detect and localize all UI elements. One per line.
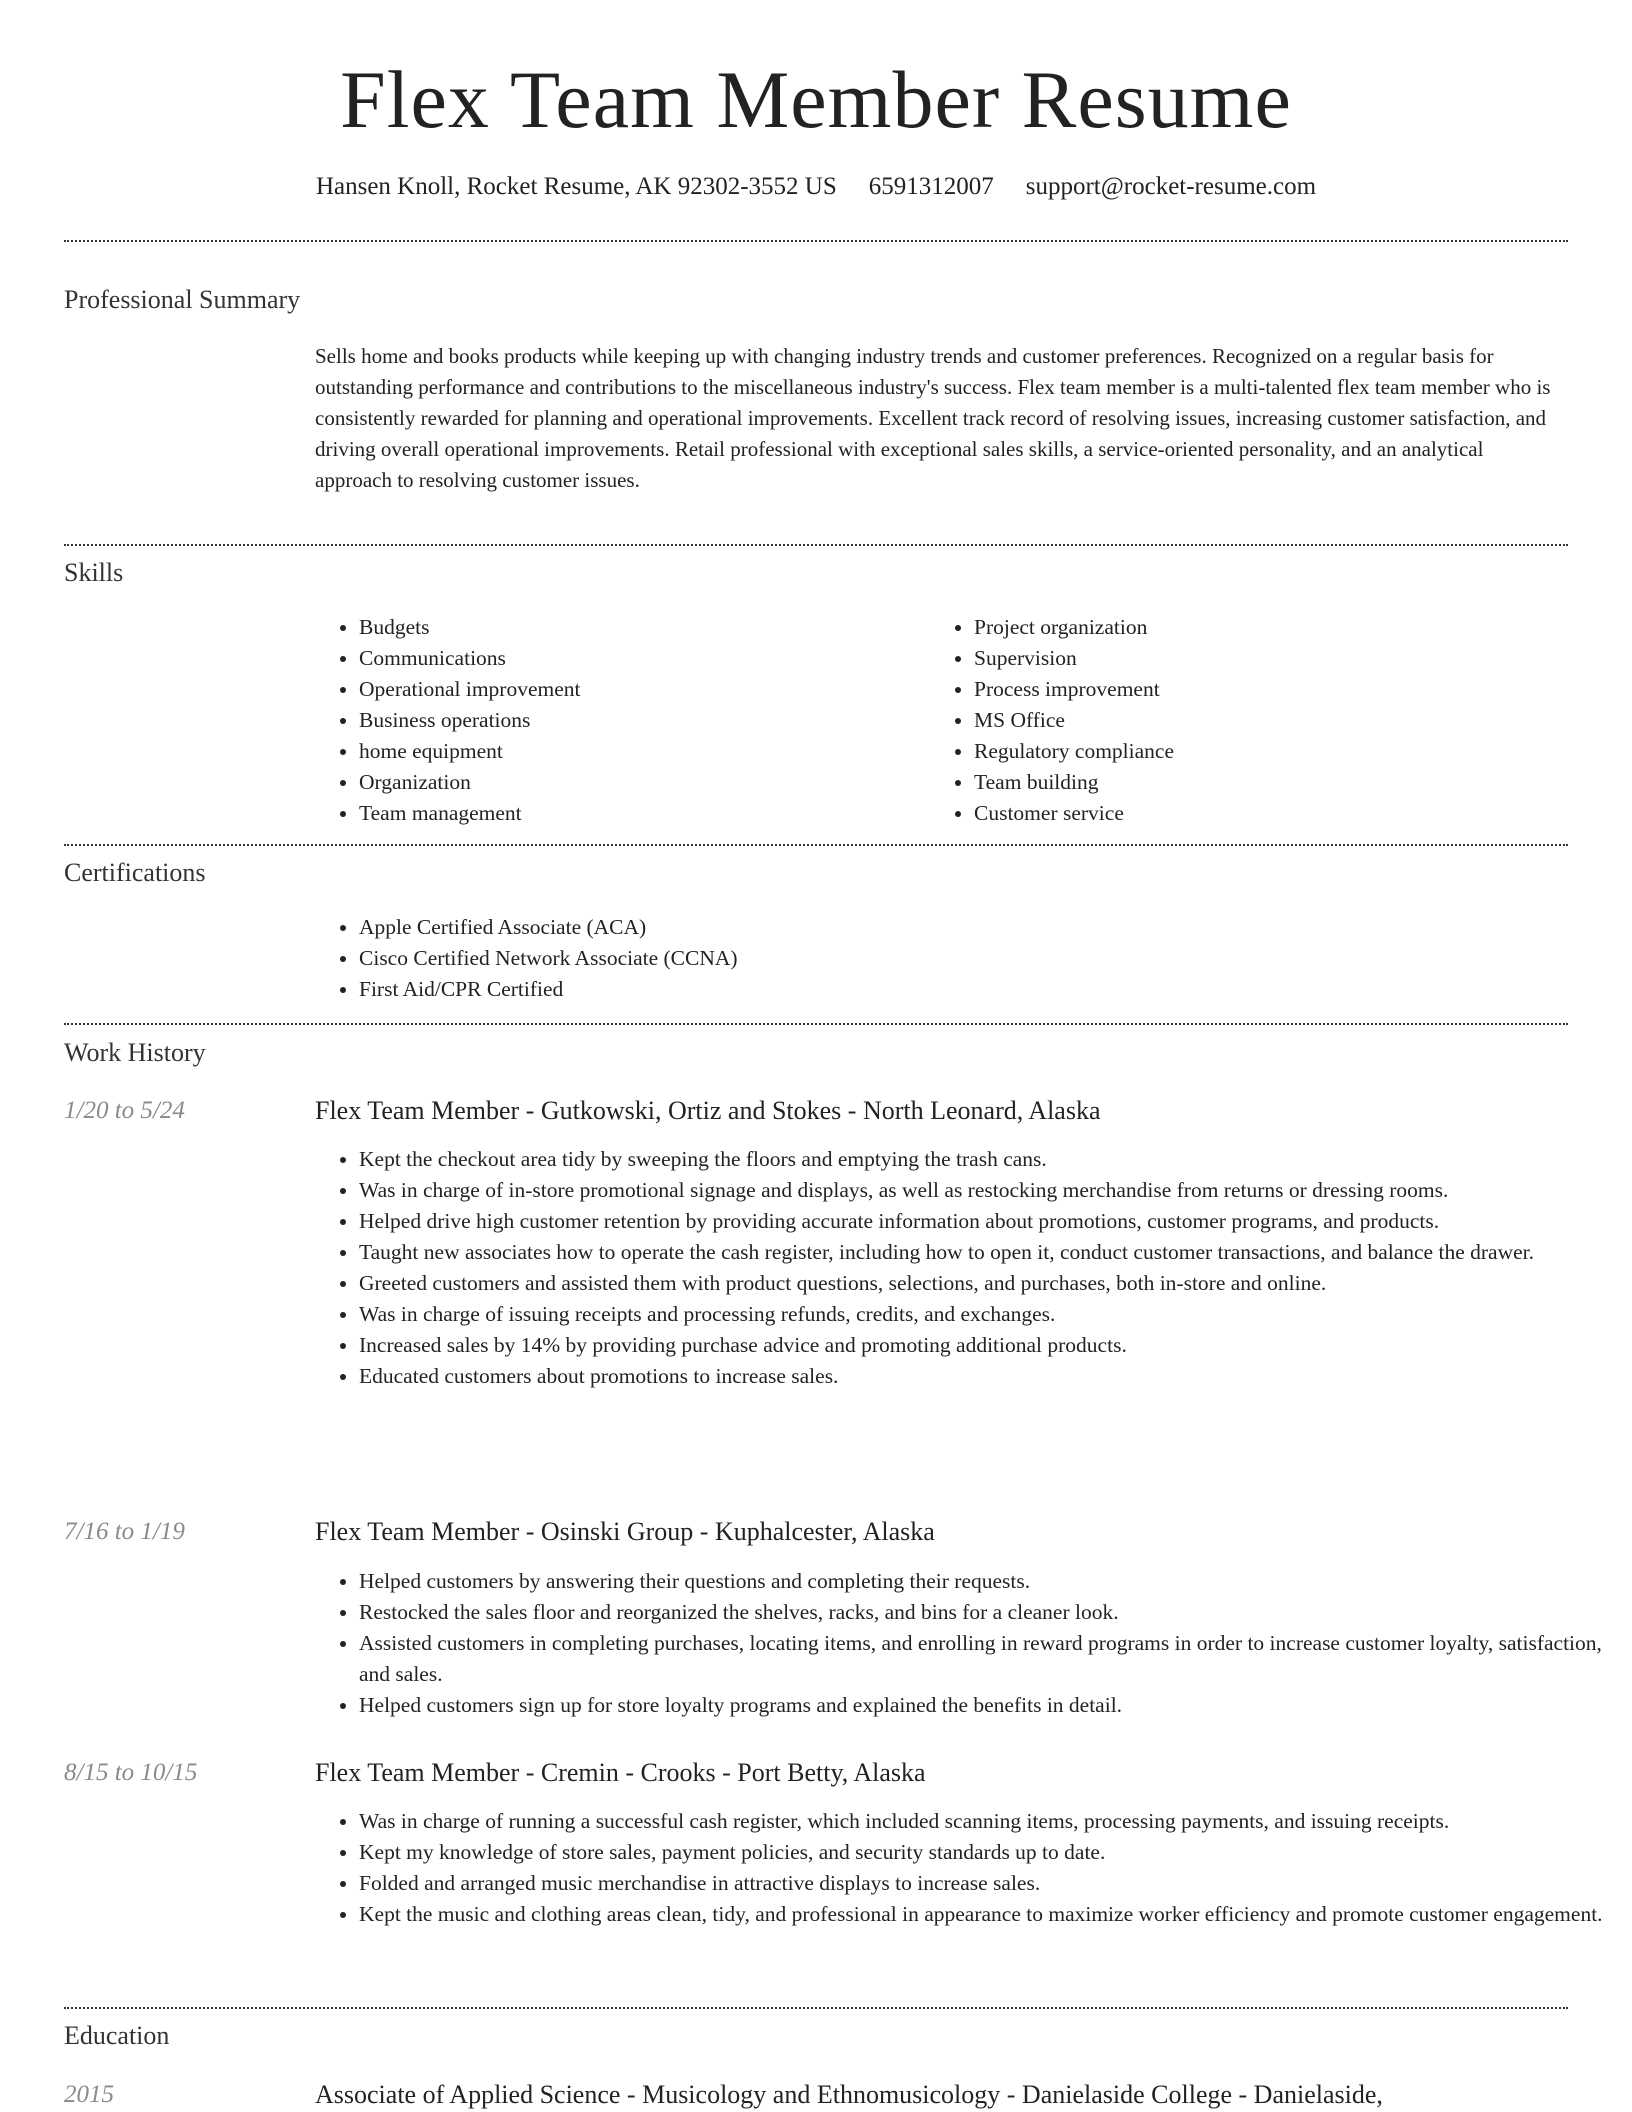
section-title-work-history: Work History [64, 1038, 206, 1067]
summary-text: Sells home and books products while keeping up with changing industry trends and customer preferences. Recognized on a regular basis for outstanding performance and contributions to the miscellaneous industry's success. Flex team member is a multi-talented flex team member who is consistently rewarded for planning and operational improvements. Excellent track record of resolving issues, increasing customer satisfaction, and driving overall operational improvements. Retail professional with exceptional sales skills, a service-oriented personality, and an analytical approach to resolving customer issues. [315, 344, 1551, 492]
job-bullet: • Restocked the sales floor and reorganized the shelves, racks, and bins for a cleaner look. [359, 1597, 1609, 1628]
job-bullet: • Taught new associates how to operate the cash register, including how to open it, conduct customer transactions, and balance the drawer. [359, 1237, 1609, 1268]
certification-item: • First Aid/CPR Certified [359, 974, 1559, 1005]
divider [64, 1023, 1568, 1025]
job-bullet: • Kept the checkout area tidy by sweeping the floors and emptying the trash cans. [359, 1144, 1609, 1175]
skill-item: • Budgets [359, 612, 919, 643]
certification-item: • Apple Certified Associate (ACA) [359, 912, 1559, 943]
divider [64, 844, 1568, 846]
job-bullet: • Was in charge of running a successful cash register, which included scanning items, processing payments, and issuing receipts. [359, 1806, 1609, 1837]
contact-phone: 6591312007 [868, 173, 994, 200]
divider [64, 2007, 1568, 2009]
job-bullets [315, 1806, 1609, 1930]
skill-item: • Team building [974, 767, 1574, 798]
page-title: Flex Team Member Resume [340, 54, 1292, 145]
skill-item: • Team management [359, 798, 919, 829]
job-bullet: • Kept the music and clothing areas clean, tidy, and professional in appearance to maximize worker efficiency and promote customer engagement. [359, 1899, 1609, 1930]
education-title: Associate of Applied Science - Musicology and Ethnomusicology - Danielaside College - Danielaside, [315, 2080, 1383, 2109]
job-dates: 8/15 to 10/15 [64, 1759, 198, 1786]
contact-email: support@rocket-resume.com [1025, 173, 1317, 200]
skill-item: • Project organization [974, 612, 1574, 643]
skill-item: • home equipment [359, 736, 919, 767]
certifications-list [315, 912, 1559, 1005]
skill-item: • Process improvement [974, 674, 1574, 705]
skill-item: • Supervision [974, 643, 1574, 674]
job-bullet: • Greeted customers and assisted them with product questions, selections, and purchases, both in-store and online. [359, 1268, 1609, 1299]
education-dates: 2015 [64, 2081, 114, 2108]
skill-item: • Customer service [974, 798, 1574, 829]
job-dates: 1/20 to 5/24 [64, 1097, 185, 1124]
job-bullet: • Helped customers sign up for store loyalty programs and explained the benefits in detail. [359, 1690, 1609, 1721]
section-title-summary: Professional Summary [64, 285, 301, 314]
divider [64, 544, 1568, 546]
job-bullet: • Increased sales by 14% by providing purchase advice and promoting additional products. [359, 1330, 1609, 1361]
job-bullet: • Was in charge of in-store promotional signage and displays, as well as restocking merchandise from returns or dressing rooms. [359, 1175, 1609, 1206]
job-bullet: • Kept my knowledge of store sales, payment policies, and security standards up to date. [359, 1837, 1609, 1868]
skills-list-left [315, 612, 919, 829]
divider [64, 240, 1568, 242]
skill-item: • Business operations [359, 705, 919, 736]
certification-item: • Cisco Certified Network Associate (CCNA) [359, 943, 1559, 974]
job-title: Flex Team Member - Gutkowski, Ortiz and Stokes - North Leonard, Alaska [315, 1096, 1101, 1125]
section-title-skills: Skills [64, 558, 124, 587]
skill-item: • Communications [359, 643, 919, 674]
section-title-certifications: Certifications [64, 858, 206, 887]
job-bullets [315, 1144, 1609, 1392]
skill-item: • Operational improvement [359, 674, 919, 705]
job-bullet: • Folded and arranged music merchandise in attractive displays to increase sales. [359, 1868, 1609, 1899]
section-title-education: Education [64, 2021, 170, 2050]
job-bullet: • Educated customers about promotions to increase sales. [359, 1361, 1609, 1392]
job-bullet: • Helped drive high customer retention by providing accurate information about promotions, customer programs, and products. [359, 1206, 1609, 1237]
job-bullets [315, 1566, 1609, 1721]
job-bullet: • Helped customers by answering their questions and completing their requests. [359, 1566, 1609, 1597]
skill-item: • MS Office [974, 705, 1574, 736]
job-bullet: • Was in charge of issuing receipts and processing refunds, credits, and exchanges. [359, 1299, 1609, 1330]
skill-item: • Organization [359, 767, 919, 798]
job-title: Flex Team Member - Cremin - Crooks - Port Betty, Alaska [315, 1758, 926, 1787]
skill-item: • Regulatory compliance [974, 736, 1574, 767]
skills-list-right [930, 612, 1574, 829]
job-bullet: • Assisted customers in completing purchases, locating items, and enrolling in reward programs in order to increase customer loyalty, satisfaction, and sales. [359, 1628, 1609, 1690]
contact-line [0, 170, 1632, 204]
job-title: Flex Team Member - Osinski Group - Kuphalcester, Alaska [315, 1517, 935, 1546]
contact-address: Hansen Knoll, Rocket Resume, AK 92302-3552 US [315, 173, 837, 200]
job-dates: 7/16 to 1/19 [64, 1518, 185, 1545]
